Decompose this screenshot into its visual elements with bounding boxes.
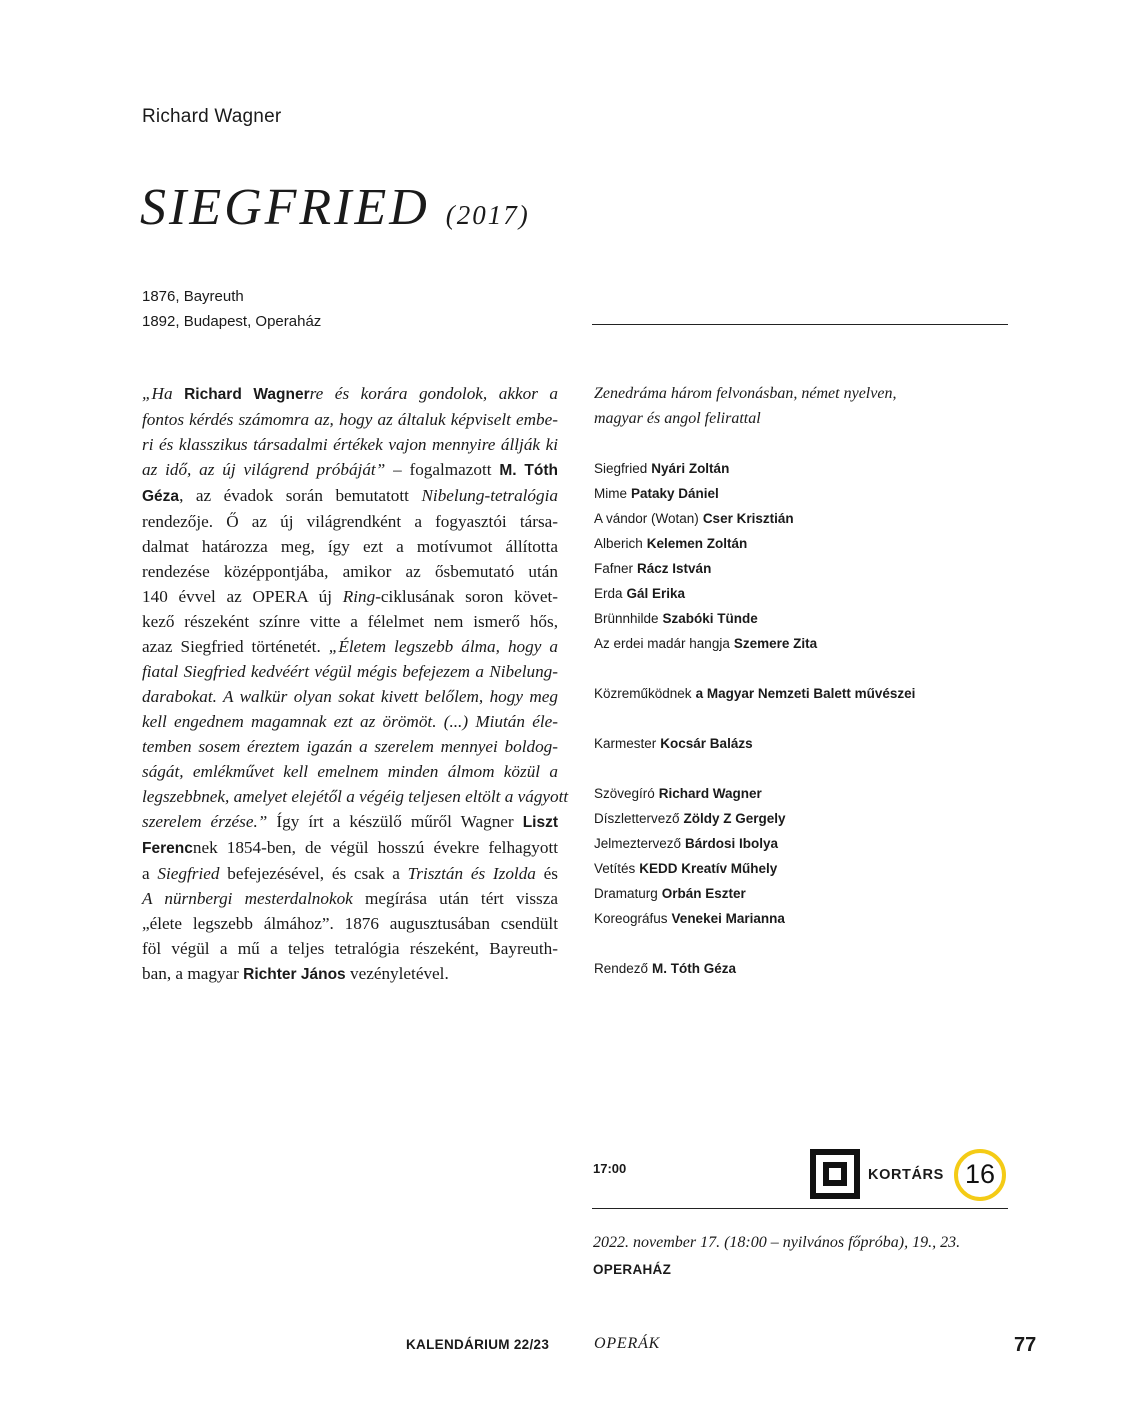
kortars-square-icon (810, 1149, 860, 1199)
genre-description (594, 381, 1014, 431)
cast-name: Cser Krisztián (702, 511, 794, 526)
cast-name: Gál Erika (626, 586, 686, 601)
cast-role: Siegfried (594, 461, 648, 476)
essay-line: temben sosem éreztem igazán a szerelem mennyei boldog- (142, 737, 558, 756)
performance-dates: 2022. november 17. (18:00 – nyilvános főpróba), 19., 23. (593, 1234, 961, 1251)
participants-role: Közreműködnek (594, 686, 692, 701)
cast-row (594, 531, 915, 556)
creative-row (594, 806, 915, 831)
creative-name: Venekei Marianna (671, 911, 785, 926)
cast-name: Kelemen Zoltán (646, 536, 748, 551)
opera-title-text: SIEGFRIED (140, 179, 430, 236)
essay-line: darabokat. A walkür olyan sokat kivett belőlem, hogy meg (142, 687, 558, 706)
creative-name: Orbán Eszter (661, 886, 746, 901)
cast-role: Brünnhilde (594, 611, 659, 626)
cast-role: Az erdei madár hangja (594, 636, 730, 651)
director-row (594, 956, 915, 981)
production-year: (2017) (445, 200, 530, 230)
creative-row (594, 881, 915, 906)
spacer (594, 756, 915, 781)
essay-line: „élete legszebb álmához”. 1876 augusztusában csendült (142, 914, 558, 933)
genre-line: Zenedráma három felvonásban, német nyelven, (594, 385, 897, 402)
cast-role: A vándor (Wotan) (594, 511, 699, 526)
essay-line: legszebbnek, amelyet elejétől a végéig teljesen eltölt a vágyott (142, 787, 569, 806)
cast-row (594, 581, 915, 606)
participants-row (594, 681, 915, 706)
conductor-name: Kocsár Balázs (660, 736, 753, 751)
age-rating-badge: 16 (954, 1149, 1006, 1201)
cast-name: Szemere Zita (733, 636, 818, 651)
category-label: KORTÁRS (868, 1167, 944, 1183)
conductor-row (594, 731, 915, 756)
cast-name: Nyári Zoltán (651, 461, 730, 476)
cast-name: Pataky Dániel (631, 486, 719, 501)
essay-line: dalmat határozza meg, így ezt a motívumot állította (142, 537, 558, 556)
credits-list (594, 456, 915, 981)
footer-publication: KALENDÁRIUM 22/23 (406, 1337, 550, 1352)
top-divider (592, 324, 1008, 325)
creative-name: Richard Wagner (658, 786, 762, 801)
director-role: Rendező (594, 961, 649, 976)
essay-line: Géza, az évadok során bemutatott Nibelung-tetralógia (142, 486, 558, 505)
kortars-inner-square (823, 1162, 847, 1186)
cast-row (594, 506, 915, 531)
creative-role: Dramaturg (594, 886, 658, 901)
essay-line: ságát, emlékművet kell emelnem minden álmom közül a (142, 762, 558, 781)
creative-role: Vetítés (594, 861, 636, 876)
essay-line: A nürnbergi mesterdalnokok megírása után tért vissza (142, 889, 558, 908)
essay-line: 140 évvel az OPERA új Ring-ciklusának soron követ- (142, 587, 559, 606)
essay-line: „Ha Richard Wagnerre és korára gondolok, akkor a (142, 384, 558, 403)
composer-name: Richard Wagner (142, 106, 282, 127)
cast-row (594, 456, 915, 481)
cast-name: Rácz István (637, 561, 712, 576)
creative-row (594, 856, 915, 881)
creative-row (594, 831, 915, 856)
director-name: M. Tóth Géza (652, 961, 737, 976)
page-number: 77 (1014, 1334, 1037, 1356)
essay-line: az idő, az új világrend próbáját” – fogalmazott M. Tóth (142, 460, 558, 479)
essay-line: fontos kérdés számomra az, hogy az általuk képviselt embe- (142, 410, 558, 429)
essay-line: a Siegfried befejezésével, és csak a Trisztán és Izolda és (142, 864, 558, 883)
venue-label: OPERAHÁZ (593, 1262, 672, 1277)
cast-role: Fafner (594, 561, 634, 576)
participants-name: a Magyar Nemzeti Balett művészei (695, 686, 916, 701)
creative-name: Bárdosi Ibolya (685, 836, 779, 851)
cast-row (594, 556, 915, 581)
premiere-bayreuth: 1876, Bayreuth (142, 288, 244, 305)
opera-title (140, 178, 530, 237)
creative-role: Koreográfus (594, 911, 668, 926)
cast-name: Szabóki Tünde (662, 611, 758, 626)
footer-section: OPERÁK (594, 1335, 661, 1352)
spacer (594, 931, 915, 956)
cast-row (594, 631, 915, 656)
essay-line: kell engednem magamnak ezt az örömöt. (...) Miután éle- (142, 712, 558, 731)
essay-line: azaz Siegfried történetét. „Életem legszebb álma, hogy a (142, 637, 558, 656)
creative-row (594, 906, 915, 931)
bottom-divider (592, 1208, 1008, 1209)
spacer (594, 706, 915, 731)
essay-line: rendezője. Ő az új világrendként a fogyasztói társa- (142, 512, 558, 531)
essay-line: föl végül a mű a teljes tetralógia részeként, Bayreuth- (142, 939, 558, 958)
cast-role: Mime (594, 486, 627, 501)
essay-text (142, 381, 569, 987)
performance-time: 17:00 (593, 1161, 627, 1176)
creative-role: Jelmeztervező (594, 836, 682, 851)
spacer (594, 656, 915, 681)
conductor-role: Karmester (594, 736, 657, 751)
essay-line: ban, a magyar Richter János vezényletével. (142, 964, 449, 983)
creative-role: Díszlettervező (594, 811, 680, 826)
cast-row (594, 606, 915, 631)
cast-role: Alberich (594, 536, 643, 551)
essay-line: fiatal Siegfried kedvéért végül mégis befejezem a Nibelung- (142, 662, 558, 681)
cast-row (594, 481, 915, 506)
cast-role: Erda (594, 586, 623, 601)
creative-name: Zöldy Z Gergely (683, 811, 786, 826)
essay-line: rendezése középpontjába, amikor az ősbemutató után (142, 562, 558, 581)
premiere-list (142, 284, 321, 334)
creative-row (594, 781, 915, 806)
essay-line: kező részeként színre vitte a félelmet nem ismerő hős, (142, 612, 558, 631)
essay-line: szerelem érzése.” Így írt a készülő műről Wagner Liszt (142, 812, 559, 831)
creative-name: KEDD Kreatív Műhely (639, 861, 778, 876)
creative-role: Szövegíró (594, 786, 655, 801)
essay-line: Ferencnek 1854-ben, de végül hosszú évekre felhagyott (142, 838, 558, 857)
genre-line: magyar és angol felirattal (594, 410, 761, 427)
essay-line: ri és klasszikus társadalmi értékek vajon mennyire állják ki (142, 435, 558, 454)
premiere-budapest: 1892, Budapest, Operaház (142, 313, 322, 330)
